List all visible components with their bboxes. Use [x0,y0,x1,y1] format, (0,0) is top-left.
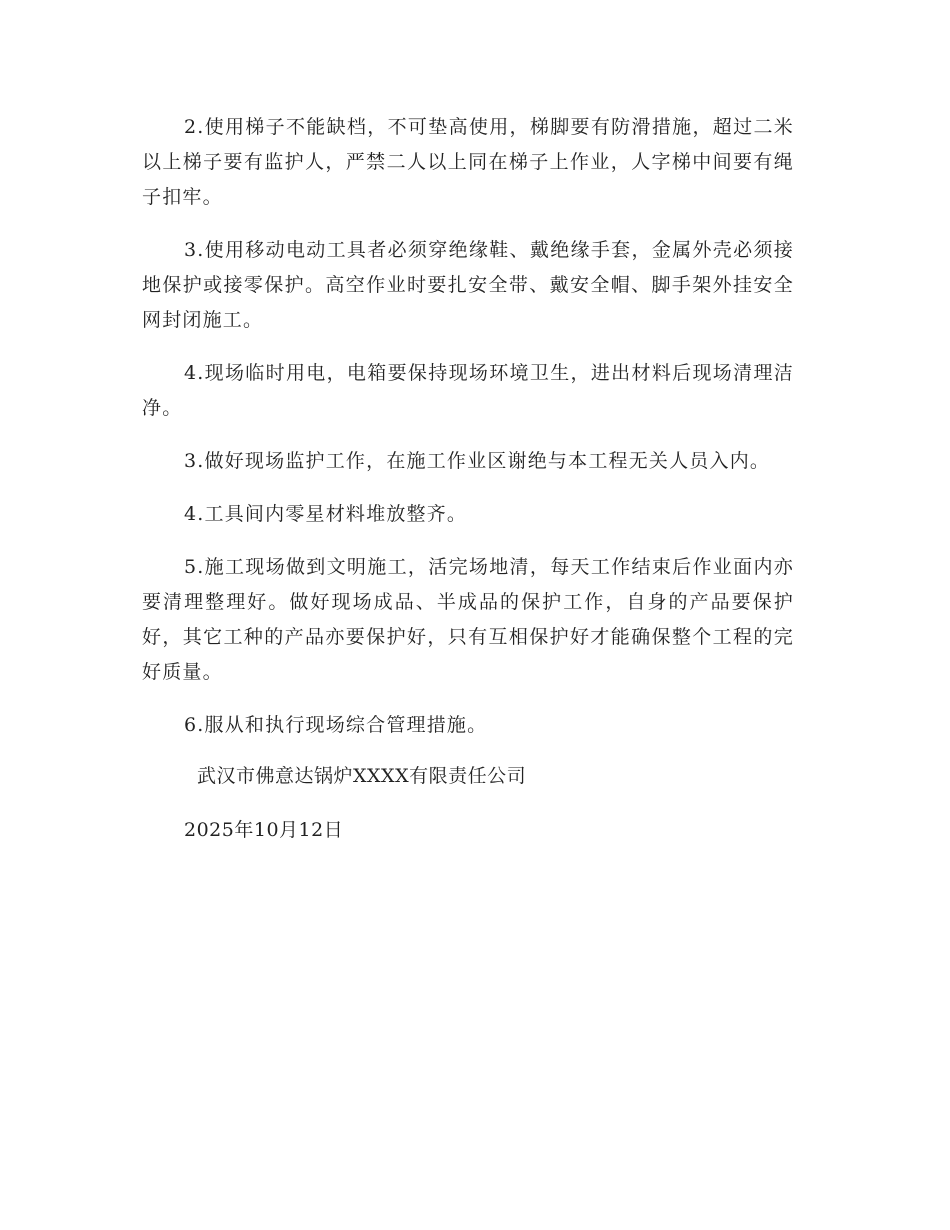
paragraph-tool-storage: 4.工具间内零星材料堆放整齐。 [184,503,468,525]
document-date: 2025年10月12日 [184,819,344,841]
paragraph-civilized-construction: 5.施工现场做到文明施工，活完场地清，每天工作结束后作业面内亦要清理整理好。做好现场成品、半成品的保护工作，自身的产品要保护好，其它工种的产品亦要保护好，只有互相保护好才能确保整个工程的完好质量。 [142,556,794,683]
paragraph-site-monitoring: 3.做好现场监护工作，在施工作业区谢绝与本工程无关人员入内。 [184,450,771,472]
paragraph-site-management: 6.服从和执行现场综合管理措施。 [184,714,488,736]
paragraph-temporary-power: 4.现场临时用电，电箱要保持现场环境卫生，进出材料后现场清理洁净。 [142,362,794,419]
company-signature: 武汉市佛意达锅炉XXXX有限责任公司 [197,765,527,787]
document-body [142,110,794,845]
paragraph-ladder-safety: 2.使用梯子不能缺档，不可垫高使用，梯脚要有防滑措施，超过二米以上梯子要有监护人，严禁二人以上同在梯子上作业，人字梯中间要有绳子扣牢。 [142,116,794,208]
paragraph-electric-tools: 3.使用移动电动工具者必须穿绝缘鞋、戴绝缘手套，金属外壳必须接地保护或接零保护。高空作业时要扎安全带、戴安全帽、脚手架外挂安全网封闭施工。 [142,239,794,331]
